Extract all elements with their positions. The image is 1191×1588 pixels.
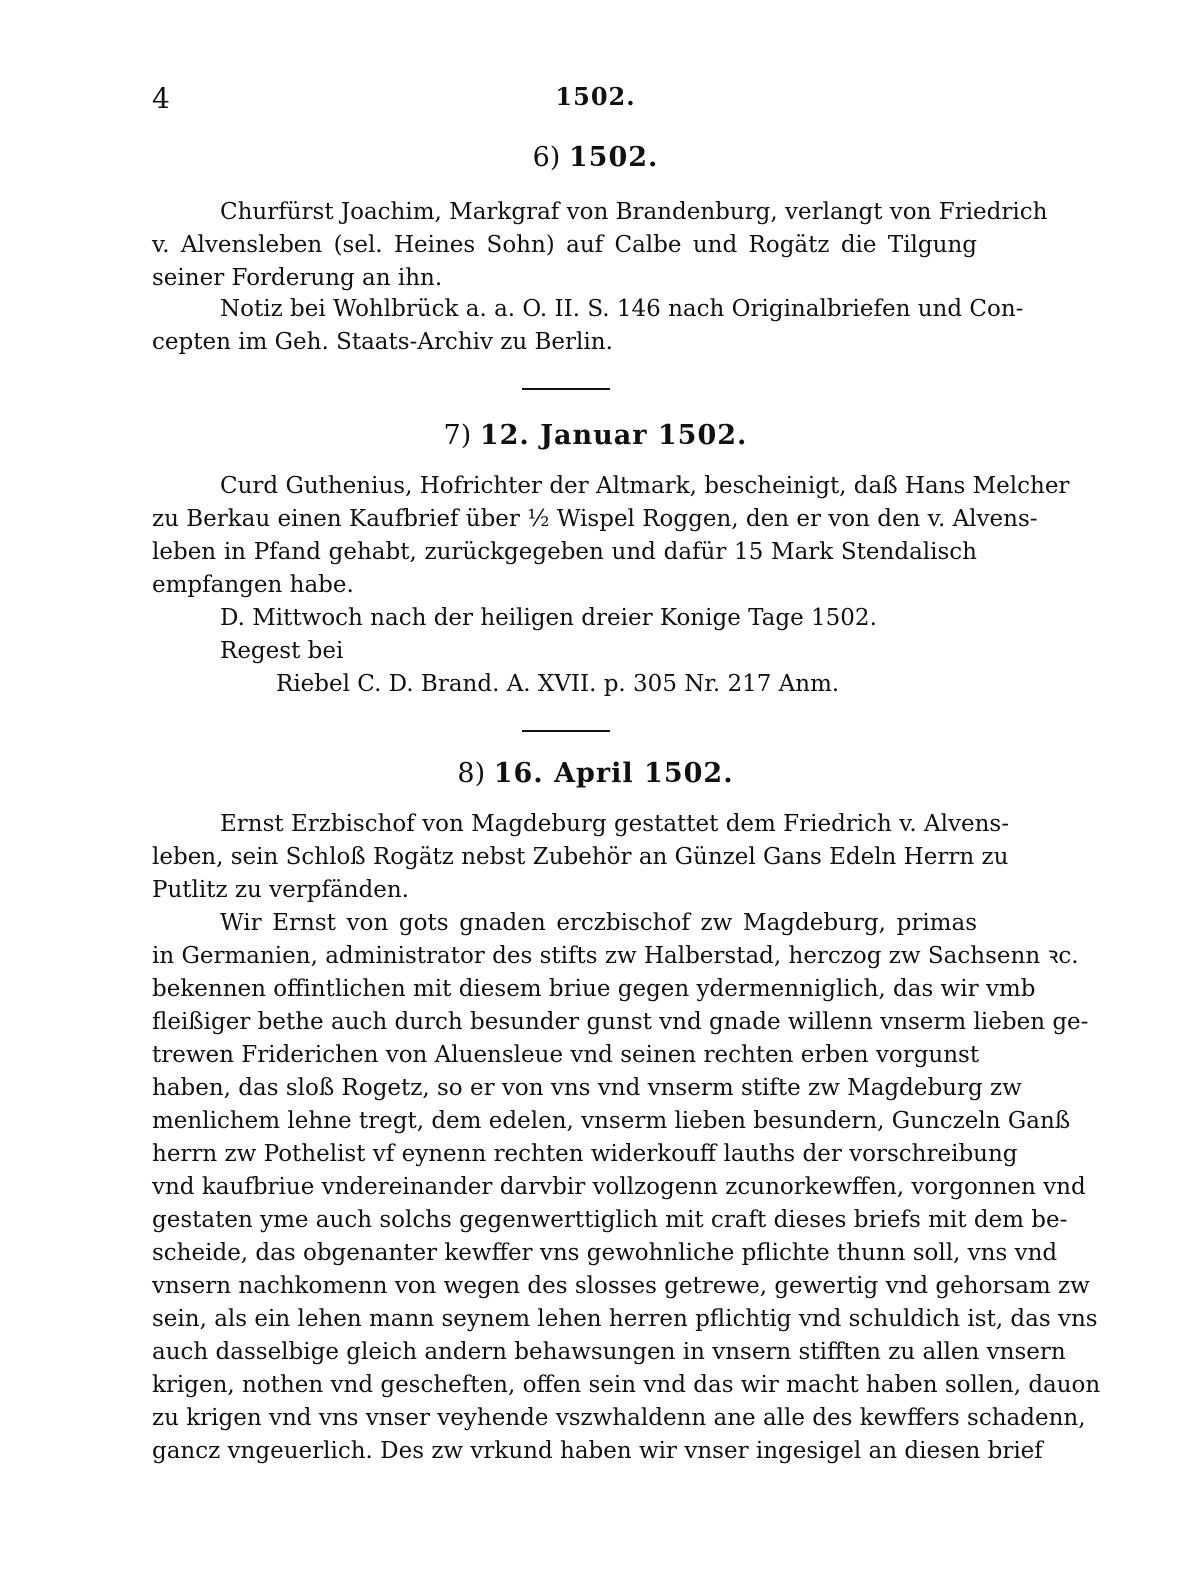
charter-text-line: in Germanien, administrator des stifts zw Halberstad, herczog zw Sachsenn ꝛc.	[152, 943, 1079, 969]
entry-7-source: Riebel C. D. Brand. A. XVII. p. 305 Nr. 217 Anm.	[276, 671, 840, 697]
running-title: 1502.	[555, 82, 636, 111]
charter-text-line: gestaten yme auch solchs gegenwerttiglich mit craft dieses briefs mit dem be-	[152, 1207, 1068, 1233]
charter-text-line: sein, als ein lehen mann seynem lehen herren pflichtig vnd schuldich ist, das vns	[152, 1306, 1098, 1332]
entry-7-regest-label: Regest bei	[220, 638, 344, 664]
entry-heading-6: 6) 1502.	[532, 142, 659, 173]
entry-7-text-line: empfangen habe.	[152, 572, 354, 598]
charter-text-line: vnsern nachkomenn von wegen des slosses getrewe, gewertig vnd gehorsam zw	[152, 1273, 1090, 1299]
entry-7-text-line: leben in Pfand gehabt, zurückgegeben und dafür 15 Mark Stendalisch	[152, 539, 977, 565]
entry-6-note-line: cepten im Geh. Staats-Archiv zu Berlin.	[152, 329, 613, 355]
entry-8-text-line: leben, sein Schloß Rogätz nebst Zubehör an Günzel Gans Edeln Herrn zu	[152, 844, 1009, 870]
entry-7-text-line: zu Berkau einen Kaufbrief über ½ Wispel Roggen, den er von den v. Alvens-	[152, 506, 1038, 532]
charter-text-line: herrn zw Pothelist vf eynenn rechten widerkouff lauths der vorschreibung	[152, 1141, 1018, 1167]
entry-6-text-line: Churfürst Joachim, Markgraf von Brandenburg, verlangt von Friedrich	[220, 199, 1048, 225]
entry-heading-7: 7) 12. Januar 1502.	[443, 420, 748, 451]
entry-8-text-line: Putlitz zu verpfänden.	[152, 877, 409, 903]
running-head	[0, 82, 1191, 116]
page-number: 4	[152, 82, 170, 115]
section-divider	[522, 388, 610, 390]
charter-text-line: scheide, das obgenanter kewffer vns gewohnliche pflichte thunn soll, vns vnd	[152, 1240, 1058, 1266]
entry-heading-8: 8) 16. April 1502.	[457, 758, 734, 789]
entry-7-text-line: Curd Guthenius, Hofrichter der Altmark, bescheinigt, daß Hans Melcher	[220, 473, 1070, 499]
charter-text-line: gancz vngeuerlich. Des zw vrkund haben wir vnser ingesigel an diesen brief	[152, 1438, 1043, 1464]
charter-text-line: vnd kaufbriue vndereinander darvbir vollzogenn zcunorkewffen, vorgonnen vnd	[152, 1174, 1086, 1200]
entry-6-text-line: v. Alvensleben (sel. Heines Sohn) auf Calbe und Rogätz die Tilgung	[152, 232, 977, 258]
entry-6-note-line: Notiz bei Wohlbrück a. a. O. II. S. 146 nach Originalbriefen und Con-	[220, 296, 1024, 322]
charter-text-line: krigen, nothen vnd gescheften, offen sein vnd das wir macht haben sollen, dauon	[152, 1372, 1101, 1398]
charter-text-line: menlichem lehne tregt, dem edelen, vnserm lieben besundern, Gunczeln Ganß	[152, 1108, 1071, 1134]
charter-text-line: fleißiger bethe auch durch besunder gunst vnd gnade willenn vnserm lieben ge-	[152, 1009, 1089, 1035]
charter-text-line: zu krigen vnd vns vnser veyhende vszwhaldenn ane alle des kewffers schadenn,	[152, 1405, 1086, 1431]
charter-text-line: haben, das sloß Rogetz, so er von vns vnd vnserm stifte zw Magdeburg zw	[152, 1075, 1022, 1101]
charter-text-line: trewen Friderichen von Aluensleue vnd seinen rechten erben vorgunst	[152, 1042, 980, 1068]
charter-text-line: bekennen offintlichen mit diesem briue gegen ydermenniglich, das wir vmb	[152, 976, 1036, 1002]
entry-7-dating: D. Mittwoch nach der heiligen dreier Konige Tage 1502.	[220, 605, 877, 631]
entry-8-text-line: Ernst Erzbischof von Magdeburg gestattet dem Friedrich v. Alvens-	[220, 811, 1009, 837]
charter-text-line: Wir Ernst von gots gnaden erczbischof zw Magdeburg, primas	[220, 910, 977, 936]
charter-text-line: auch dasselbige gleich andern behawsungen in vnsern stifften zu allen vnsern	[152, 1339, 1066, 1365]
entry-6-text-line: seiner Forderung an ihn.	[152, 265, 443, 291]
section-divider	[522, 730, 610, 732]
